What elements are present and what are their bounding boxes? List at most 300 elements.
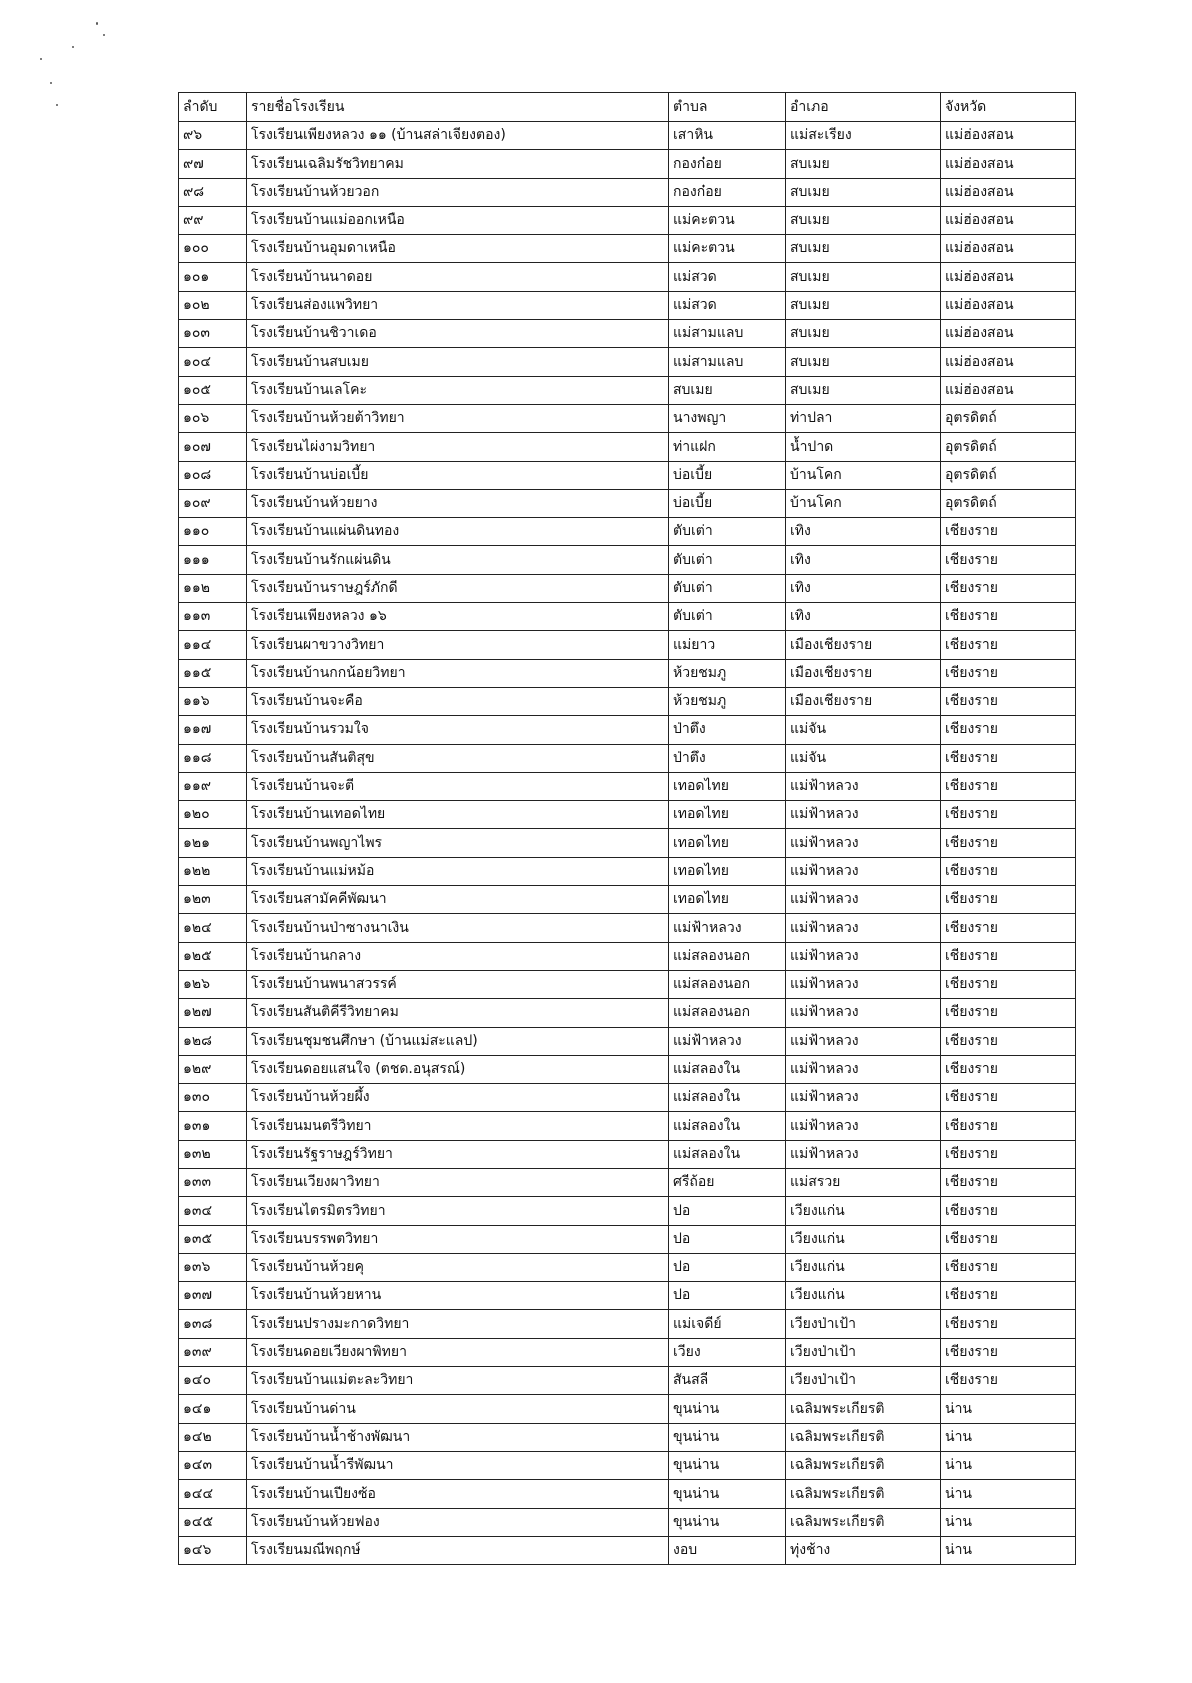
amphoe-cell: ทุ่งช้าง [786,1536,941,1564]
amphoe-cell: แม่ฟ้าหลวง [786,1084,941,1112]
row-number: ๑๓๓ [179,1168,247,1196]
province-cell: เชียงราย [941,1310,1076,1338]
amphoe-cell: แม่ฟ้าหลวง [786,970,941,998]
tambon-cell: แม่คะตวน [669,206,786,234]
tambon-cell: ห้วยชมภู [669,687,786,715]
school-name: โรงเรียนบ้านกกน้อยวิทยา [247,659,669,687]
school-name: โรงเรียนบ้านกลาง [247,942,669,970]
amphoe-cell: เมืองเชียงราย [786,631,941,659]
table-row [179,1225,1076,1253]
amphoe-cell: สบเมย [786,178,941,206]
amphoe-cell: แม่ฟ้าหลวง [786,1027,941,1055]
tambon-cell: แม่สามแลบ [669,320,786,348]
school-name: โรงเรียนมนตรีวิทยา [247,1112,669,1140]
province-cell: แม่ฮ่องสอน [941,348,1076,376]
row-number: ๑๓๒ [179,1140,247,1168]
row-number: ๑๑๕ [179,659,247,687]
province-cell: เชียงราย [941,1140,1076,1168]
province-cell: เชียงราย [941,857,1076,885]
amphoe-cell: เทิง [786,574,941,602]
table-row [179,970,1076,998]
table-row [179,433,1076,461]
amphoe-cell: บ้านโคก [786,489,941,517]
amphoe-cell: เวียงป่าเป้า [786,1338,941,1366]
school-name: โรงเรียนผาขวางวิทยา [247,631,669,659]
table-row [179,914,1076,942]
tambon-cell: บ่อเบี้ย [669,461,786,489]
amphoe-cell: แม่ฟ้าหลวง [786,1112,941,1140]
table-row [179,178,1076,206]
amphoe-cell: เมืองเชียงราย [786,659,941,687]
school-name: โรงเรียนบ้านอุมดาเหนือ [247,235,669,263]
table-row [179,659,1076,687]
tambon-cell: แม่สลองใน [669,1055,786,1083]
row-number: ๙๖ [179,122,247,150]
province-cell: เชียงราย [941,1338,1076,1366]
row-number: ๑๒๑ [179,829,247,857]
row-number: ๑๐๐ [179,235,247,263]
table-row [179,942,1076,970]
tambon-cell: ศรีถ้อย [669,1168,786,1196]
amphoe-cell: สบเมย [786,348,941,376]
table-row [179,518,1076,546]
school-name: โรงเรียนบ้านห้วยผึ้ง [247,1084,669,1112]
row-number: ๑๒๔ [179,914,247,942]
row-number: ๑๓๔ [179,1197,247,1225]
scan-speck [103,34,105,36]
province-cell: เชียงราย [941,574,1076,602]
row-number: ๑๐๘ [179,461,247,489]
amphoe-cell: แม่ฟ้าหลวง [786,1055,941,1083]
table-row [179,291,1076,319]
amphoe-cell: เฉลิมพระเกียรติ [786,1508,941,1536]
table-row [179,772,1076,800]
tambon-cell: ปอ [669,1282,786,1310]
amphoe-cell: แม่ฟ้าหลวง [786,772,941,800]
amphoe-cell: สบเมย [786,291,941,319]
scan-speck [96,22,98,25]
school-name: โรงเรียนบ้านจะคือ [247,687,669,715]
province-cell: เชียงราย [941,744,1076,772]
table-row [179,1140,1076,1168]
table-row [179,1027,1076,1055]
province-cell: เชียงราย [941,1055,1076,1083]
tambon-cell: กองก๋อย [669,150,786,178]
amphoe-cell: แม่สะเรียง [786,122,941,150]
tambon-cell: งอบ [669,1536,786,1564]
amphoe-cell: น้ำปาด [786,433,941,461]
table-row [179,1112,1076,1140]
table-row [179,801,1076,829]
table-row [179,1480,1076,1508]
province-cell: แม่ฮ่องสอน [941,122,1076,150]
row-number: ๑๔๒ [179,1423,247,1451]
school-name: โรงเรียนสันติคีรีวิทยาคม [247,999,669,1027]
tambon-cell: แม่สลองนอก [669,999,786,1027]
school-name: โรงเรียนบ้านห้วยต้าวิทยา [247,404,669,432]
school-name: โรงเรียนบ้านน้ำรีพัฒนา [247,1451,669,1479]
row-number: ๑๑๘ [179,744,247,772]
table-row [179,1253,1076,1281]
amphoe-cell: แม่ฟ้าหลวง [786,914,941,942]
row-number: ๑๑๑ [179,546,247,574]
row-number: ๑๑๔ [179,631,247,659]
tambon-cell: แม่ฟ้าหลวง [669,1027,786,1055]
header-amphoe: อำเภอ [786,93,941,122]
header-no: ลำดับ [179,93,247,122]
school-name: โรงเรียนบ้านห้วยยาง [247,489,669,517]
row-number: ๑๓๕ [179,1225,247,1253]
amphoe-cell: เมืองเชียงราย [786,687,941,715]
table-row [179,1451,1076,1479]
province-cell: แม่ฮ่องสอน [941,263,1076,291]
province-cell: เชียงราย [941,999,1076,1027]
province-cell: แม่ฮ่องสอน [941,291,1076,319]
province-cell: แม่ฮ่องสอน [941,376,1076,404]
school-name: โรงเรียนบ้านน้ำช้างพัฒนา [247,1423,669,1451]
table-row [179,206,1076,234]
row-number: ๑๓๘ [179,1310,247,1338]
table-row [179,404,1076,432]
tambon-cell: แม่สลองใน [669,1140,786,1168]
amphoe-cell: เวียงป่าเป้า [786,1367,941,1395]
amphoe-cell: สบเมย [786,206,941,234]
province-cell: อุตรดิตถ์ [941,461,1076,489]
tambon-cell: เทอดไทย [669,886,786,914]
table-row [179,1395,1076,1423]
tambon-cell: ขุนน่าน [669,1451,786,1479]
row-number: ๑๒๘ [179,1027,247,1055]
school-name: โรงเรียนไผ่งามวิทยา [247,433,669,461]
province-cell: เชียงราย [941,631,1076,659]
tambon-cell: เทอดไทย [669,829,786,857]
amphoe-cell: แม่ฟ้าหลวง [786,1140,941,1168]
table-row [179,263,1076,291]
province-cell: แม่ฮ่องสอน [941,206,1076,234]
table-row [179,461,1076,489]
tambon-cell: เทอดไทย [669,801,786,829]
province-cell: น่าน [941,1395,1076,1423]
row-number: ๑๑๒ [179,574,247,602]
province-cell: น่าน [941,1536,1076,1564]
amphoe-cell: เฉลิมพระเกียรติ [786,1451,941,1479]
province-cell: เชียงราย [941,603,1076,631]
table-row [179,150,1076,178]
scan-speck [72,46,74,48]
table-row [179,1282,1076,1310]
school-name: โรงเรียนบ้านรักแผ่นดิน [247,546,669,574]
school-name: โรงเรียนดอยแสนใจ (ตชด.อนุสรณ์) [247,1055,669,1083]
table-row [179,348,1076,376]
amphoe-cell: เวียงแก่น [786,1197,941,1225]
school-name: โรงเรียนบ้านรวมใจ [247,716,669,744]
row-number: ๑๒๕ [179,942,247,970]
table-row [179,1508,1076,1536]
table-row [179,631,1076,659]
tambon-cell: บ่อเบี้ย [669,489,786,517]
school-name: โรงเรียนบ้านพญาไพร [247,829,669,857]
school-name: โรงเรียนบ้านบ่อเบี้ย [247,461,669,489]
school-name: โรงเรียนเพียงหลวง ๑๖ [247,603,669,631]
tambon-cell: ขุนน่าน [669,1423,786,1451]
amphoe-cell: แม่จัน [786,716,941,744]
scan-speck [56,104,58,106]
row-number: ๑๒๖ [179,970,247,998]
scan-speck [50,82,52,84]
row-number: ๑๑๙ [179,772,247,800]
school-name: โรงเรียนบ้านแผ่นดินทอง [247,518,669,546]
amphoe-cell: แม่จัน [786,744,941,772]
row-number: ๑๒๒ [179,857,247,885]
table-row [179,320,1076,348]
school-name: โรงเรียนบ้านเทอดไทย [247,801,669,829]
row-number: ๙๗ [179,150,247,178]
tambon-cell: แม่สวด [669,291,786,319]
row-number: ๑๓๑ [179,1112,247,1140]
amphoe-cell: สบเมย [786,263,941,291]
tambon-cell: เสาหิน [669,122,786,150]
amphoe-cell: เวียงแก่น [786,1282,941,1310]
tambon-cell: ป่าตึง [669,744,786,772]
amphoe-cell: สบเมย [786,376,941,404]
tambon-cell: แม่ยาว [669,631,786,659]
tambon-cell: สันสลี [669,1367,786,1395]
province-cell: เชียงราย [941,1367,1076,1395]
table-row [179,1055,1076,1083]
header-school-name: รายชื่อโรงเรียน [247,93,669,122]
province-cell: อุตรดิตถ์ [941,489,1076,517]
row-number: ๑๐๙ [179,489,247,517]
tambon-cell: ป่าตึง [669,716,786,744]
tambon-cell: กองก๋อย [669,178,786,206]
province-cell: เชียงราย [941,942,1076,970]
table-row [179,1084,1076,1112]
amphoe-cell: เวียงแก่น [786,1225,941,1253]
table-row [179,1197,1076,1225]
row-number: ๑๔๓ [179,1451,247,1479]
table-row [179,829,1076,857]
school-name: โรงเรียนบ้านแม่ออกเหนือ [247,206,669,234]
school-name: โรงเรียนบ้านห้วยหาน [247,1282,669,1310]
amphoe-cell: สบเมย [786,150,941,178]
amphoe-cell: แม่ฟ้าหลวง [786,999,941,1027]
amphoe-cell: แม่ฟ้าหลวง [786,886,941,914]
school-name: โรงเรียนสามัคคีพัฒนา [247,886,669,914]
province-cell: เชียงราย [941,914,1076,942]
province-cell: เชียงราย [941,970,1076,998]
school-name: โรงเรียนบ้านห้วยฟอง [247,1508,669,1536]
table-row [179,546,1076,574]
school-name: โรงเรียนส่องแพวิทยา [247,291,669,319]
row-number: ๑๑๐ [179,518,247,546]
school-name: โรงเรียนบ้านชิวาเดอ [247,320,669,348]
school-name: โรงเรียนมณีพฤกษ์ [247,1536,669,1564]
school-name: โรงเรียนบ้านห้วยวอก [247,178,669,206]
school-name: โรงเรียนรัฐราษฎร์วิทยา [247,1140,669,1168]
province-cell: เชียงราย [941,659,1076,687]
tambon-cell: ห้วยชมภู [669,659,786,687]
province-cell: น่าน [941,1480,1076,1508]
school-name: โรงเรียนบ้านพนาสวรรค์ [247,970,669,998]
table-row [179,122,1076,150]
tambon-cell: ปอ [669,1253,786,1281]
province-cell: น่าน [941,1423,1076,1451]
school-name: โรงเรียนเวียงผาวิทยา [247,1168,669,1196]
amphoe-cell: เวียงป่าเป้า [786,1310,941,1338]
tambon-cell: ตับเต่า [669,546,786,574]
school-name: โรงเรียนบ้านราษฎร์ภักดี [247,574,669,602]
school-name: โรงเรียนบ้านนาดอย [247,263,669,291]
province-cell: อุตรดิตถ์ [941,433,1076,461]
amphoe-cell: เวียงแก่น [786,1253,941,1281]
tambon-cell: แม่สลองใน [669,1084,786,1112]
table-row [179,857,1076,885]
school-name: โรงเรียนบ้านแม่ตะละวิทยา [247,1367,669,1395]
table-row [179,1168,1076,1196]
table-row [179,886,1076,914]
school-name: โรงเรียนเฉลิมรัชวิทยาคม [247,150,669,178]
province-cell: เชียงราย [941,1282,1076,1310]
row-number: ๑๒๓ [179,886,247,914]
row-number: ๑๔๔ [179,1480,247,1508]
amphoe-cell: บ้านโคก [786,461,941,489]
tambon-cell: ท่าแฝก [669,433,786,461]
tambon-cell: ตับเต่า [669,574,786,602]
row-number: ๑๔๖ [179,1536,247,1564]
row-number: ๑๒๗ [179,999,247,1027]
table-row [179,1367,1076,1395]
school-name: โรงเรียนบรรพตวิทยา [247,1225,669,1253]
tambon-cell: เทอดไทย [669,772,786,800]
province-cell: เชียงราย [941,829,1076,857]
table-row [179,603,1076,631]
header-tambon: ตำบล [669,93,786,122]
school-name: โรงเรียนบ้านแม่หม้อ [247,857,669,885]
amphoe-cell: แม่ฟ้าหลวง [786,801,941,829]
row-number: ๑๐๒ [179,291,247,319]
row-number: ๑๓๗ [179,1282,247,1310]
amphoe-cell: เทิง [786,518,941,546]
province-cell: เชียงราย [941,1168,1076,1196]
row-number: ๑๑๖ [179,687,247,715]
amphoe-cell: ท่าปลา [786,404,941,432]
table-row [179,489,1076,517]
province-cell: เชียงราย [941,716,1076,744]
province-cell: เชียงราย [941,1225,1076,1253]
row-number: ๑๔๐ [179,1367,247,1395]
table-row [179,574,1076,602]
row-number: ๑๒๙ [179,1055,247,1083]
province-cell: เชียงราย [941,801,1076,829]
table-header-row [179,93,1076,122]
province-cell: น่าน [941,1508,1076,1536]
row-number: ๑๓๙ [179,1338,247,1366]
tambon-cell: แม่คะตวน [669,235,786,263]
province-cell: เชียงราย [941,1027,1076,1055]
table-row [179,716,1076,744]
amphoe-cell: แม่ฟ้าหลวง [786,857,941,885]
table-row [179,1338,1076,1366]
school-name: โรงเรียนบ้านเลโคะ [247,376,669,404]
row-number: ๑๐๕ [179,376,247,404]
school-name: โรงเรียนบ้านป่าซางนาเงิน [247,914,669,942]
tambon-cell: แม่สลองนอก [669,942,786,970]
row-number: ๑๐๖ [179,404,247,432]
tambon-cell: แม่สลองนอก [669,970,786,998]
row-number: ๑๐๔ [179,348,247,376]
school-name: โรงเรียนบ้านเปียงซ้อ [247,1480,669,1508]
amphoe-cell: เฉลิมพระเกียรติ [786,1395,941,1423]
province-cell: แม่ฮ่องสอน [941,320,1076,348]
table-row [179,687,1076,715]
header-province: จังหวัด [941,93,1076,122]
amphoe-cell: เทิง [786,546,941,574]
tambon-cell: แม่สามแลบ [669,348,786,376]
amphoe-cell: เฉลิมพระเกียรติ [786,1423,941,1451]
tambon-cell: แม่เจดีย์ [669,1310,786,1338]
school-name: โรงเรียนดอยเวียงผาพิทยา [247,1338,669,1366]
tambon-cell: แม่สวด [669,263,786,291]
row-number: ๙๘ [179,178,247,206]
school-name: โรงเรียนไตรมิตรวิทยา [247,1197,669,1225]
province-cell: เชียงราย [941,1197,1076,1225]
school-name: โรงเรียนเพียงหลวง ๑๑ (บ้านสล่าเจียงตอง) [247,122,669,150]
tambon-cell: ขุนน่าน [669,1480,786,1508]
school-name: โรงเรียนบ้านด่าน [247,1395,669,1423]
province-cell: เชียงราย [941,1112,1076,1140]
amphoe-cell: เฉลิมพระเกียรติ [786,1480,941,1508]
province-cell: เชียงราย [941,1253,1076,1281]
province-cell: เชียงราย [941,772,1076,800]
school-list-table [178,92,1076,1565]
row-number: ๑๐๓ [179,320,247,348]
tambon-cell: ปอ [669,1197,786,1225]
province-cell: เชียงราย [941,1084,1076,1112]
tambon-cell: นางพญา [669,404,786,432]
row-number: ๑๓๖ [179,1253,247,1281]
province-cell: น่าน [941,1451,1076,1479]
table-row [179,1536,1076,1564]
tambon-cell: ขุนน่าน [669,1508,786,1536]
table-row [179,999,1076,1027]
scan-speck [40,58,42,60]
table-body [179,122,1076,1565]
table-row [179,376,1076,404]
row-number: ๑๐๗ [179,433,247,461]
school-name: โรงเรียนบ้านจะตี [247,772,669,800]
province-cell: เชียงราย [941,518,1076,546]
row-number: ๑๔๑ [179,1395,247,1423]
province-cell: อุตรดิตถ์ [941,404,1076,432]
amphoe-cell: แม่สรวย [786,1168,941,1196]
table-row [179,744,1076,772]
tambon-cell: ตับเต่า [669,518,786,546]
tambon-cell: ปอ [669,1225,786,1253]
table-row [179,1423,1076,1451]
tambon-cell: เทอดไทย [669,857,786,885]
province-cell: แม่ฮ่องสอน [941,150,1076,178]
amphoe-cell: สบเมย [786,320,941,348]
amphoe-cell: สบเมย [786,235,941,263]
amphoe-cell: แม่ฟ้าหลวง [786,829,941,857]
tambon-cell: ตับเต่า [669,603,786,631]
tambon-cell: ขุนน่าน [669,1395,786,1423]
school-name: โรงเรียนบ้านห้วยคุ [247,1253,669,1281]
school-name: โรงเรียนปรางมะกาดวิทยา [247,1310,669,1338]
table-row [179,1310,1076,1338]
province-cell: เชียงราย [941,886,1076,914]
province-cell: แม่ฮ่องสอน [941,235,1076,263]
